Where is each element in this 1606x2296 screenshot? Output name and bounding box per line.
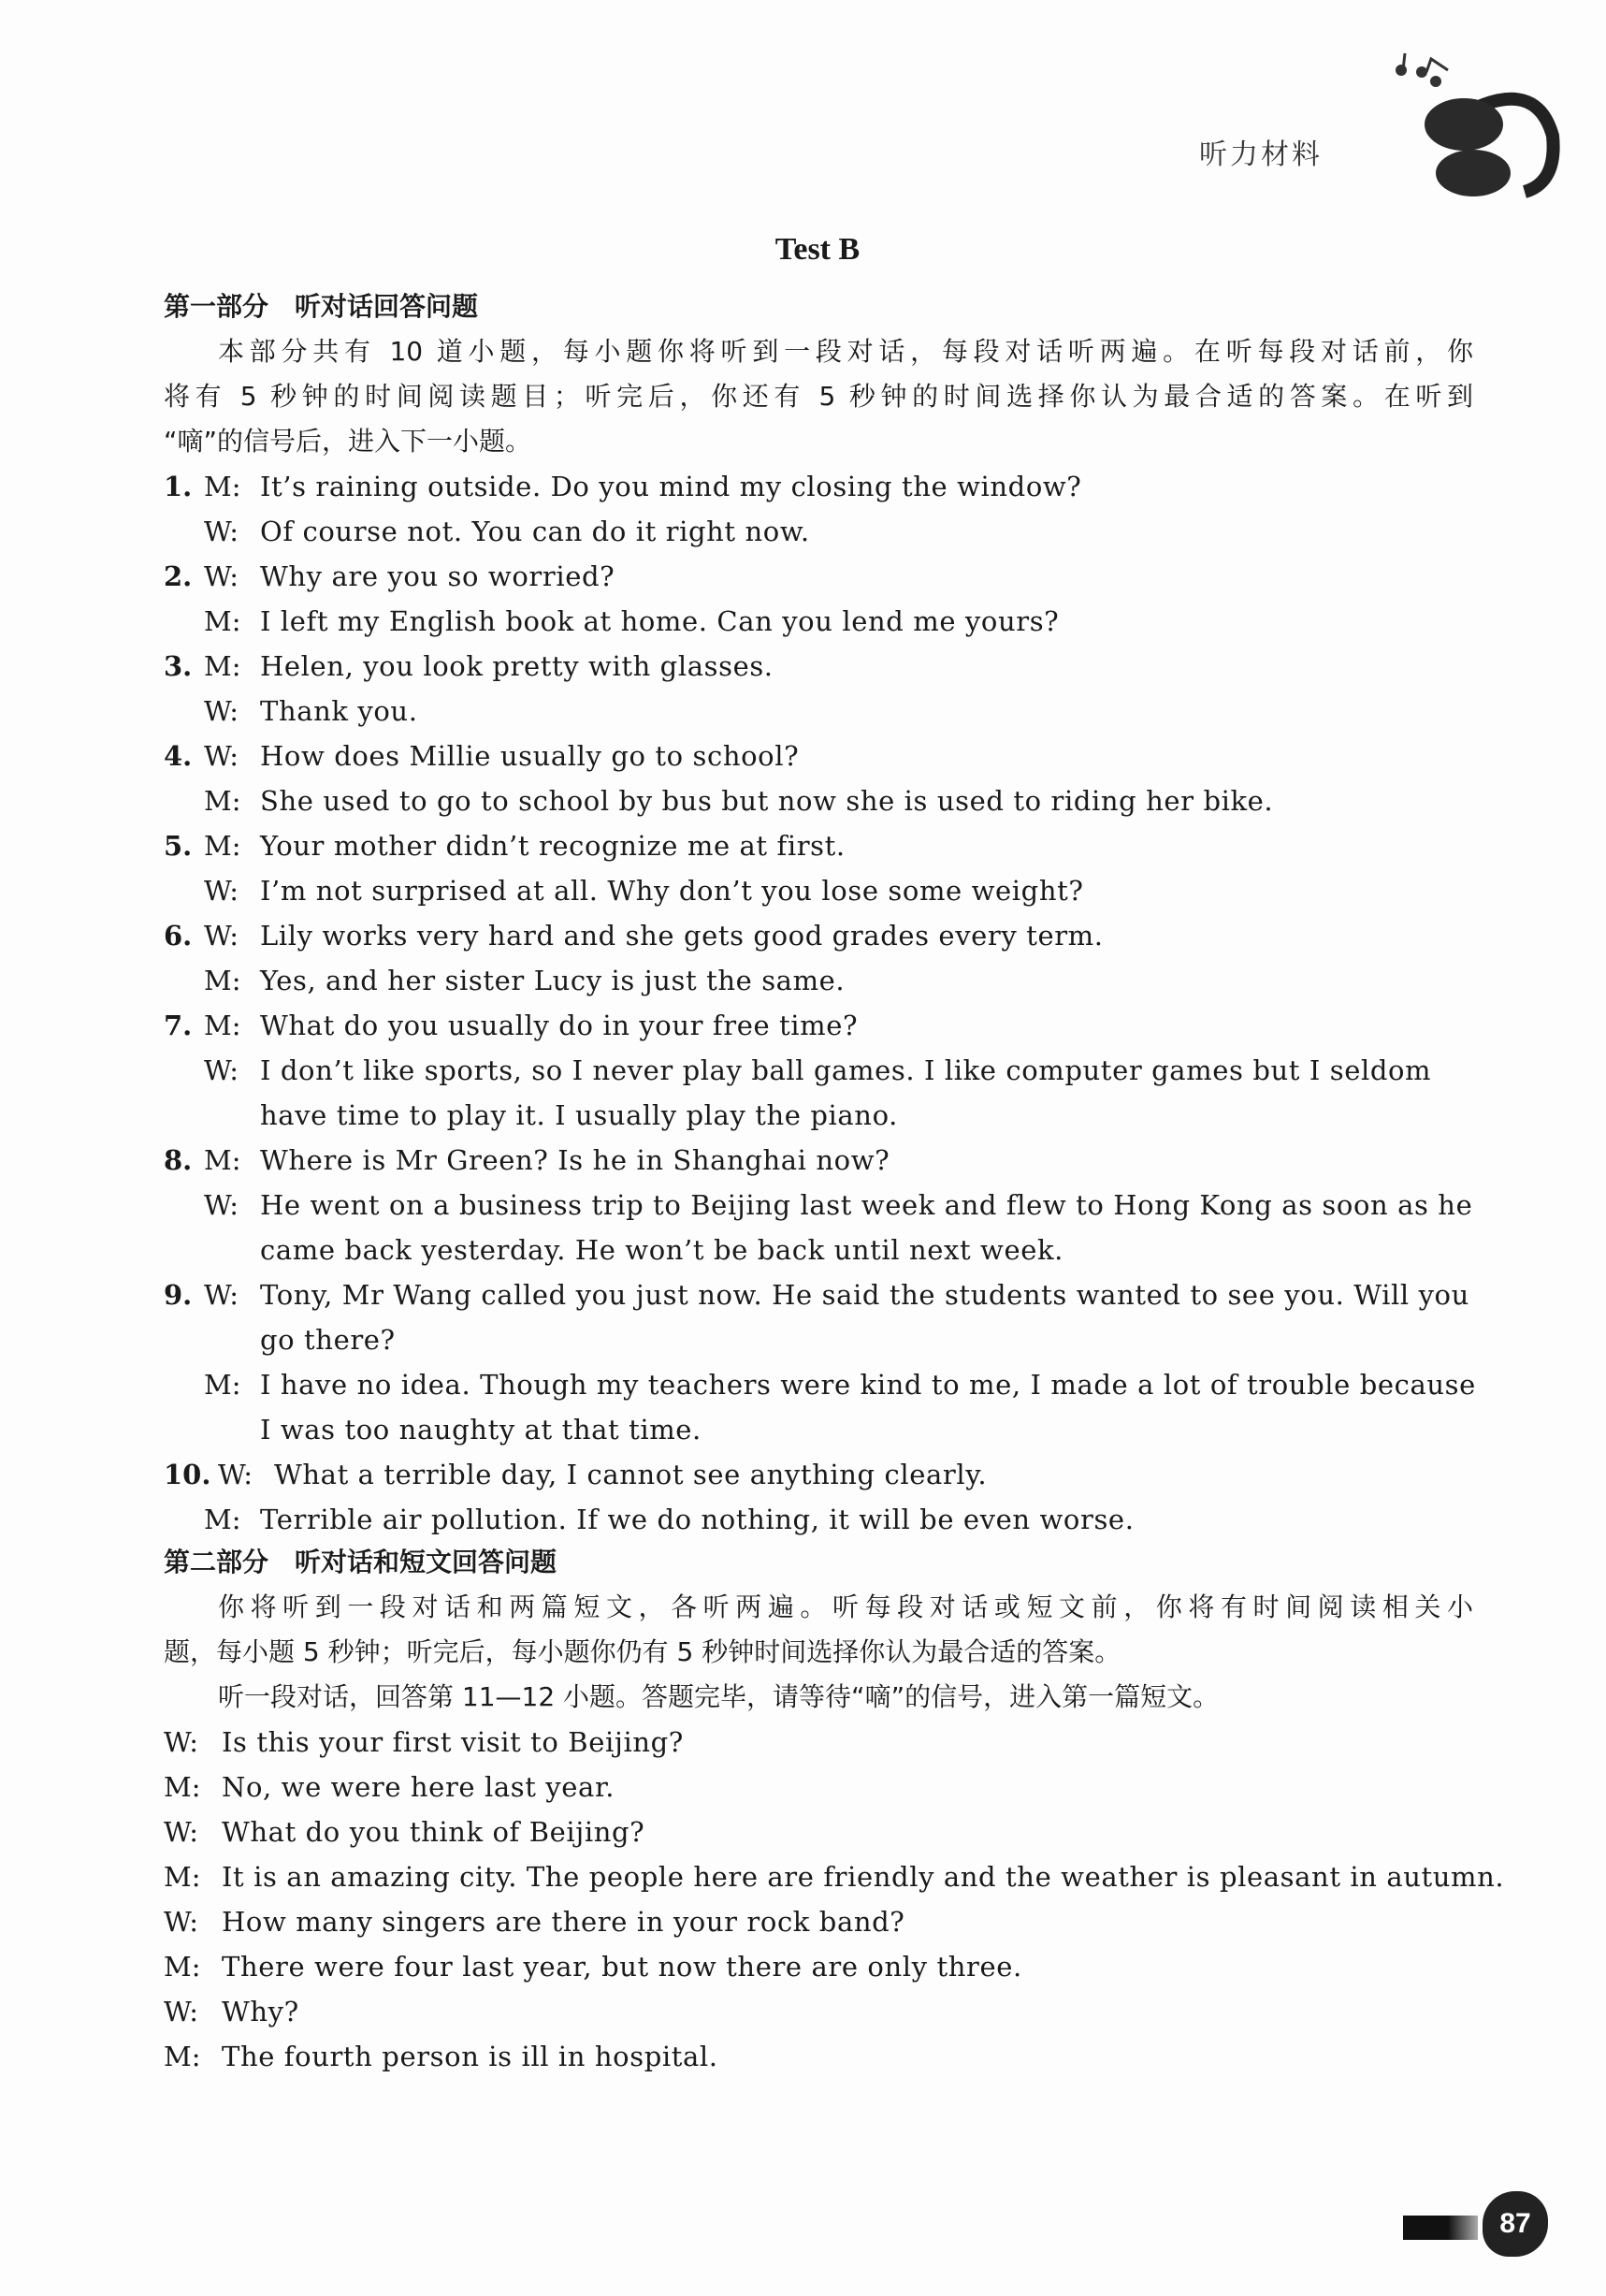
dialogue-text: Is this your first visit to Beijing?: [222, 1726, 684, 1758]
speaker: W:: [204, 695, 239, 727]
speaker: W:: [204, 740, 239, 772]
dialogue-text: I left my English book at home. Can you lend me yours?: [260, 605, 1060, 637]
speaker: M:: [204, 1144, 241, 1176]
dialogue-line: [164, 2034, 1473, 2079]
dialogue-text: Why are you so worried?: [260, 560, 615, 592]
speaker: W:: [164, 1816, 199, 1848]
item-number: 6.: [164, 920, 193, 952]
dialogue-line: [164, 868, 1473, 913]
item-number: 4.: [164, 740, 193, 772]
dialogue-text: How many singers are there in your rock band?: [222, 1906, 905, 1938]
dialogue-line: [164, 1720, 1473, 1765]
speaker: W:: [204, 875, 239, 907]
dialogue-text: have time to play it. I usually play the piano.: [260, 1099, 898, 1131]
dialogue-line: [164, 1317, 1473, 1362]
dialogue-line: [164, 464, 1473, 509]
speaker: M:: [204, 1504, 241, 1535]
intro-line: 听一段对话，回答第 11—12 小题。答题完毕，请等待“嘀”的信号，进入第一篇短文。: [218, 1681, 1220, 1712]
dialogue-line: [164, 599, 1473, 644]
dialogue-text: It is an amazing city. The people here are friendly and the weather is pleasant in autumn.: [222, 1861, 1505, 1893]
intro-line: 将有 5 秒钟的时间阅读题目；听完后，你还有 5 秒钟的时间选择你认为最合适的答案。在听到: [164, 381, 1473, 412]
headphones-icon: [1384, 51, 1571, 201]
dialogue-text: Of course not. You can do it right now.: [260, 516, 810, 547]
item-number: 5.: [164, 830, 193, 862]
dialogue-line: [164, 1048, 1473, 1093]
dialogue-line: [164, 1989, 1473, 2034]
dialogue-text: Lily works very hard and she gets good grades every term.: [260, 920, 1104, 952]
speaker: W:: [204, 1279, 239, 1311]
speaker: M:: [204, 1010, 241, 1041]
part1-section: [164, 284, 1476, 1542]
dialogue-line: [164, 1452, 1473, 1497]
dialogue-text: Why?: [222, 1996, 299, 2027]
dialogue-line: [164, 1272, 1473, 1317]
dialogue-text: What do you think of Beijing?: [222, 1816, 645, 1848]
dialogue-line: [164, 1093, 1473, 1138]
dialogue-text: No, we were here last year.: [222, 1771, 615, 1803]
dialogue-line: [164, 1809, 1473, 1854]
speaker: W:: [204, 1189, 239, 1221]
dialogue-line: [164, 1138, 1473, 1183]
dialogue-line: [164, 1944, 1473, 1989]
intro-line: 本部分共有 10 道小题，每小题你将听到一段对话，每段对话听两遍。在听每段对话前，你: [218, 336, 1473, 367]
dialogue-text: go there?: [260, 1324, 396, 1356]
dialogue-text: Helen, you look pretty with glasses.: [260, 650, 774, 682]
speaker: W:: [204, 920, 239, 952]
speaker: M:: [204, 1369, 241, 1401]
dialogue-text: How does Millie usually go to school?: [260, 740, 800, 772]
dialogue-line: [164, 554, 1473, 599]
speaker: W:: [164, 1996, 199, 2027]
item-number: 8.: [164, 1144, 193, 1176]
page-title: Test B: [774, 232, 861, 267]
dialogue-text: I have no idea. Though my teachers were kind to me, I made a lot of trouble because: [260, 1369, 1476, 1401]
speaker: W:: [204, 1054, 239, 1086]
dialogue-text: I was too naughty at that time.: [260, 1414, 702, 1446]
dialogue-line: [164, 1497, 1473, 1542]
intro-line: 题，每小题 5 秒钟；听完后，每小题你仍有 5 秒钟时间选择你认为最合适的答案。: [164, 1636, 1121, 1667]
dialogue-text: It’s raining outside. Do you mind my closing the window?: [260, 471, 1082, 502]
dialogue-text: He went on a business trip to Beijing last week and flew to Hong Kong as soon as he: [260, 1189, 1473, 1221]
dialogue-line: [164, 1765, 1473, 1809]
dialogue-text: What a terrible day, I cannot see anything clearly.: [274, 1459, 988, 1490]
speaker: M:: [164, 2041, 201, 2072]
speaker: W:: [204, 516, 239, 547]
dialogue-text: I’m not surprised at all. Why don’t you lose some weight?: [260, 875, 1084, 907]
part2-section: [164, 1540, 1505, 2079]
speaker: W:: [164, 1906, 199, 1938]
footer-bar: [1403, 2216, 1478, 2240]
dialogue-text: Yes, and her sister Lucy is just the same.: [260, 965, 846, 996]
speaker: M:: [164, 1771, 201, 1803]
dialogue-line: [164, 1183, 1473, 1228]
dialogue-line: [164, 1362, 1476, 1407]
dialogue-line: [164, 1003, 1473, 1048]
item-number: 10.: [164, 1459, 211, 1490]
speaker: W:: [164, 1726, 199, 1758]
dialogue-text: She used to go to school by bus but now she is used to riding her bike.: [260, 785, 1274, 817]
speaker: W:: [204, 560, 239, 592]
header-label: 听力材料: [1199, 138, 1323, 171]
dialogue-text: Where is Mr Green? Is he in Shanghai now?: [260, 1144, 890, 1176]
dialogue-line: [164, 509, 1473, 554]
dialogue-line: [164, 644, 1473, 689]
dialogue-text: The fourth person is ill in hospital.: [222, 2041, 718, 2072]
speaker: M:: [164, 1951, 201, 1983]
section-heading: 第二部分 听对话和短文回答问题: [164, 1547, 557, 1577]
dialogue-line: [164, 1854, 1505, 1899]
dialogue-text: Thank you.: [260, 695, 418, 727]
dialogue-line: [164, 1228, 1473, 1272]
page-number: 87: [1483, 2191, 1548, 2257]
dialogue-text: Terrible air pollution. If we do nothing, it will be even worse.: [260, 1504, 1135, 1535]
intro-line: “嘀”的信号后，进入下一小题。: [164, 426, 532, 457]
dialogue-line: [164, 734, 1473, 778]
section-heading: 第一部分 听对话回答问题: [164, 291, 479, 322]
item-number: 2.: [164, 560, 193, 592]
dialogue-line: [164, 823, 1473, 868]
item-number: 1.: [164, 471, 193, 502]
item-number: 9.: [164, 1279, 193, 1311]
speaker: W:: [218, 1459, 253, 1490]
speaker: M:: [204, 965, 241, 996]
dialogue-text: Tony, Mr Wang called you just now. He said the students wanted to see you. Will you: [260, 1279, 1469, 1311]
speaker: M:: [204, 830, 241, 862]
dialogue-line: [164, 913, 1473, 958]
dialogue-line: [164, 958, 1473, 1003]
dialogue-text: I don’t like sports, so I never play ball games. I like computer games but I seldom: [260, 1054, 1432, 1086]
dialogue-line: [164, 689, 1473, 734]
speaker: M:: [164, 1861, 201, 1893]
dialogue-line: [164, 778, 1473, 823]
speaker: M:: [204, 605, 241, 637]
speaker: M:: [204, 785, 241, 817]
intro-line: 你将听到一段对话和两篇短文，各听两遍。听每段对话或短文前，你将有时间阅读相关小: [218, 1591, 1473, 1622]
dialogue-line: [164, 1899, 1473, 1944]
dialogue-text: There were four last year, but now there are only three.: [222, 1951, 1022, 1983]
dialogue-text: came back yesterday. He won’t be back until next week.: [260, 1234, 1063, 1266]
speaker: M:: [204, 650, 241, 682]
item-number: 7.: [164, 1010, 193, 1041]
speaker: M:: [204, 471, 241, 502]
dialogue-line: [164, 1407, 1473, 1452]
dialogue-text: Your mother didn’t recognize me at first.: [260, 830, 846, 862]
item-number: 3.: [164, 650, 193, 682]
dialogue-text: What do you usually do in your free time?: [260, 1010, 859, 1041]
